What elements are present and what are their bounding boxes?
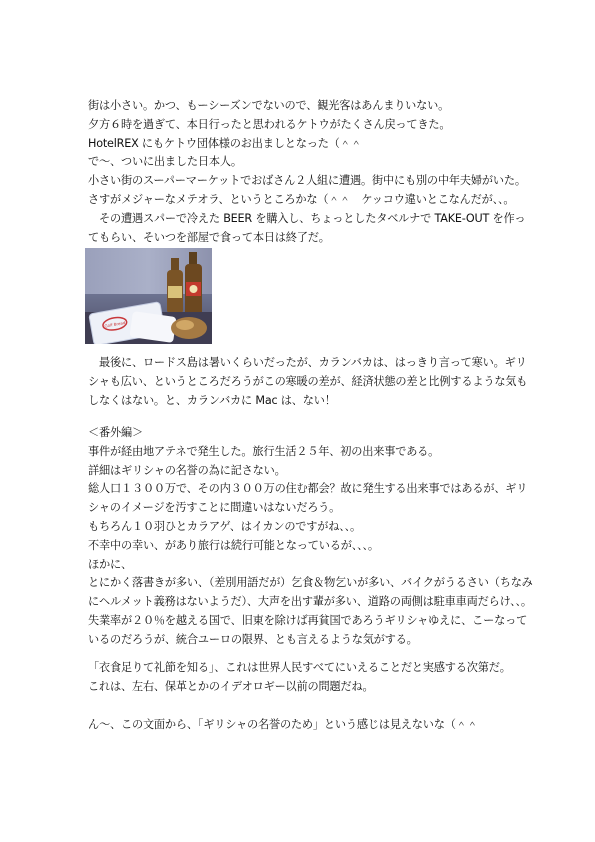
text-line: 失業率が２０％を越える国で、旧東を除けば再貧国であろうギリシャゆえに、こーなって <box>88 613 528 627</box>
text-line: シャのイメージを汚すことに間違いはないだろう。 <box>88 501 341 515</box>
text-line: ほかに、 <box>88 557 132 571</box>
text-line: さすがメジャーなメテオラ、というところかな（＾＾ ケッコウ違いとこなんだが、、。 <box>88 192 515 206</box>
paragraph-closing <box>88 716 528 735</box>
text-line: にヘルメット義務はないようだ）、大声を出す輩が多い、道路の両側は駐車車両だらけ、、。 <box>88 595 532 609</box>
text-line: 事件が経由地アテネで発生した。旅行生活２５年、初の出来事である。 <box>88 444 440 458</box>
section-heading: ＜番外編＞ <box>88 426 143 439</box>
text-line: これは、左右、保革とかのイデオロギー以前の問題だね。 <box>88 679 374 693</box>
text-line: 最後に、ロードス島は暑いくらいだったが、カランバカは、はっきり言って寒い。ギリ <box>88 356 527 369</box>
text-line: シャも広い、というところだろうがこの寒暖の差が、経済状態の差と比例するような気も <box>88 374 528 388</box>
text-line: しなくはない。と、カランバカに Mac は、ない！ <box>88 393 336 407</box>
text-line: てもらい、そいつを部屋で食って本日は終了だ。 <box>88 230 330 244</box>
beer-takeout-photo <box>85 248 212 344</box>
text-line: その遭遇スパーで冷えた BEER を購入し、ちょっとしたタベルナで TAKE-OUT を作っ <box>88 211 526 225</box>
text-line: 「衣食足りて礼節を知る」、これは世界人民すべてにいえることだと実感する次第だ。 <box>88 661 511 674</box>
text-line: 不幸中の幸い、があり旅行は続行可能となっているが、、、。 <box>88 538 379 552</box>
paragraph-karambaka <box>88 354 528 410</box>
text-line: 夕方６時を過ぎて、本日行ったと思われるケトウがたくさん戻ってきた。 <box>88 117 451 131</box>
paragraph-intro <box>88 97 528 247</box>
beer-bottle-right-icon <box>185 252 202 316</box>
beer-bottle-left-icon <box>167 258 183 314</box>
paragraph-extra <box>88 424 533 650</box>
text-line: 詳細はギリシャの名誉の為に記さない。 <box>88 463 286 477</box>
text-line: で〜、ついに出ました日本人。 <box>88 155 242 169</box>
text-line: 小さい街のスーパーマーケットでおばさん２人組に遭遇。街中にも別の中年夫婦がいた。 <box>88 174 526 188</box>
text-line: 街は小さい。かつ、もーシーズンでないので、観光客はあんまりいない。 <box>88 99 450 112</box>
text-line: いるのだろうが、統合ユーロの限界、とも言えるような気がする。 <box>88 632 418 646</box>
photo-drawing <box>85 248 212 344</box>
text-line: ん〜、この文面から、「ギリシャの名誉のため」という感じは見えないな（＾＾ <box>88 718 478 731</box>
text-line: とにかく落書きが多い、（差別用語だが）乞食＆物乞いが多い、バイクがうるさい（ちなみ <box>88 576 533 590</box>
svg-text:Golf Bread: Golf Bread <box>104 319 126 329</box>
text-line: 総人口１３００万で、その内３００万の住む都会？故に発生する出来事ではあるが、ギリ <box>88 482 528 496</box>
paragraph-proverb <box>88 659 528 697</box>
text-line: もちろん１０羽ひとカラアゲ、はイカンのですがね、、。 <box>88 519 362 533</box>
text-line: HotelREX にもケトウ団体様のお出ましとなった（＾＾ <box>88 136 362 150</box>
